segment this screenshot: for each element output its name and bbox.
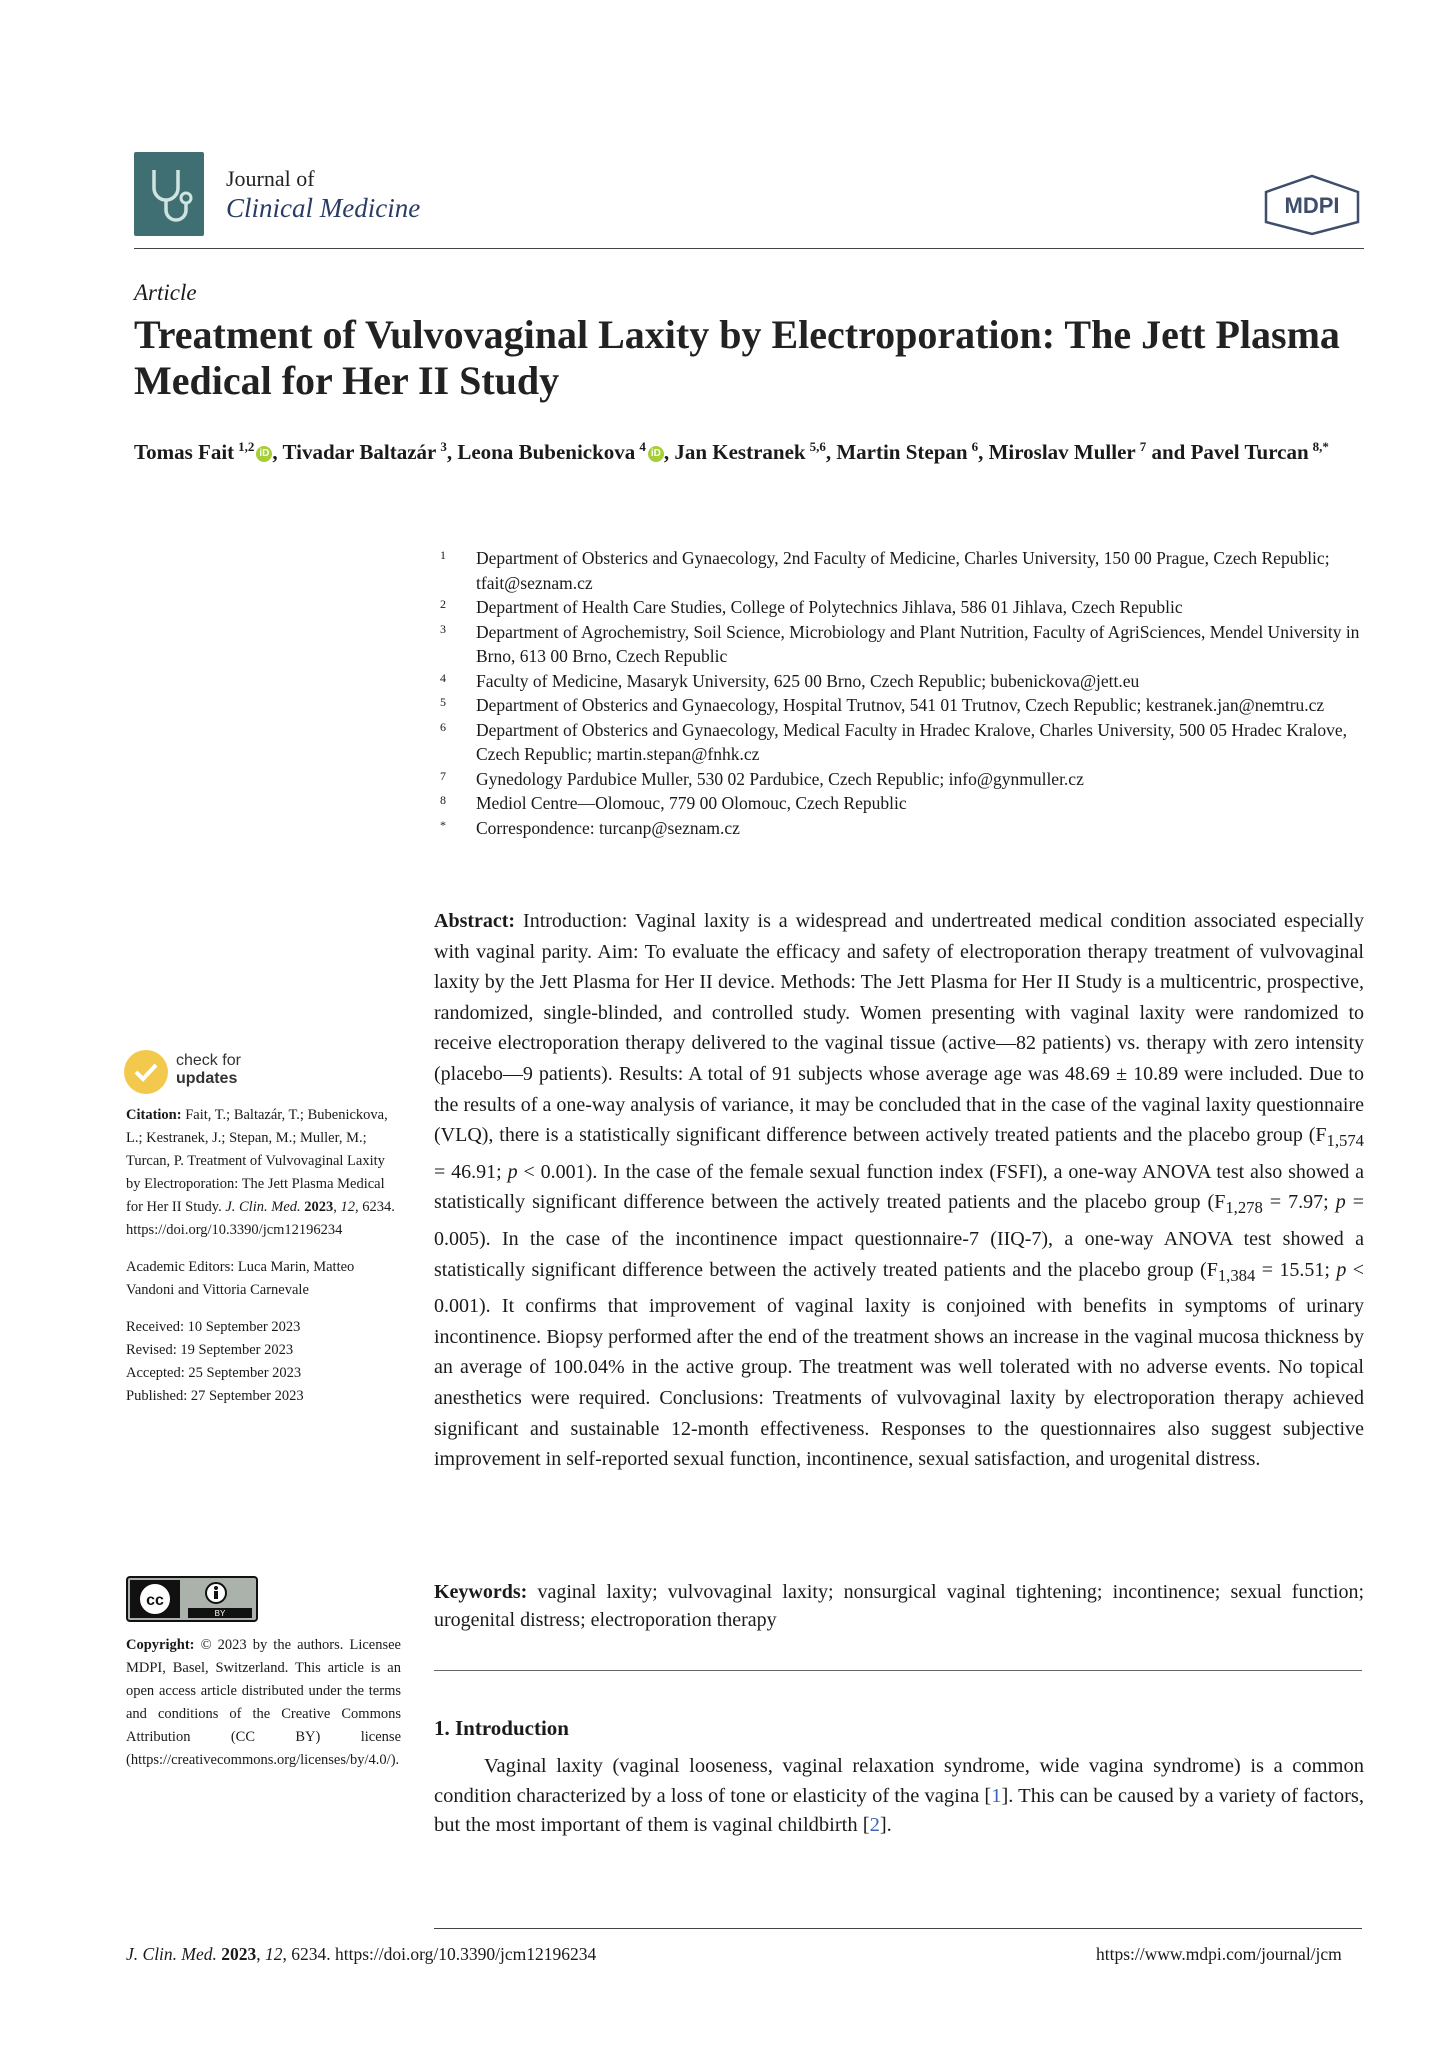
affiliation-number: * [440, 817, 446, 832]
affiliation-list [434, 546, 1364, 840]
author-affiliation-ref: 7 [1139, 439, 1147, 454]
affiliation-text: Faculty of Medicine, Masaryk University, 625 00 Brno, Czech Republic; bubenickova@jett.eu [476, 670, 1140, 691]
author-separator: and [1146, 440, 1191, 464]
journal-logo [134, 152, 204, 236]
author-name: Miroslav Muller [988, 440, 1136, 464]
cc-label: BY [214, 1609, 226, 1618]
author-name: Pavel Turcan [1190, 440, 1309, 464]
author-affiliation-ref: 3 [440, 439, 447, 454]
sidebar [126, 1104, 401, 1422]
affiliation-item [434, 620, 1364, 669]
affiliation-text: Department of Obsterics and Gynaecology, Hospital Trutnov, 541 01 Trutnov, Czech Republic; kestranek.jan@nemtru.cz [476, 695, 1325, 715]
received-date: Received: 10 September 2023 [126, 1319, 301, 1335]
author-name: Tivadar Baltazár [282, 440, 437, 464]
affiliation-number: 7 [440, 768, 446, 783]
intro-text-b: ]. This can be caused by a variety of factors, but the most important of them is vaginal childbirth [ [434, 1784, 1364, 1836]
citation: Citation: Fait, T.; Baltazár, T.; Bubenickova, L.; Kestranek, J.; Stepan, M.; Muller, M.; Turcan, P. Treatment of Vulvovaginal Laxity by Electroporation: The Jett Plasma Medical for Her II Study. J. Clin. Med. 2023, 12, 6234. https://doi.org/10.3390/jcm12196234 [126, 1107, 395, 1238]
svg-text:cc: cc [146, 1592, 164, 1609]
affiliation-number: 5 [440, 695, 446, 709]
abstract-label: Abstract: [434, 910, 516, 932]
citation-text: Fait, T.; Baltazár, T.; Bubenickova, L.; Kestranek, J.; Stepan, M.; Muller, M.; Turcan, P. Treatment of Vulvovaginal Laxity by Electroporation: The Jett Plasma Medical for Her II Study. [126, 1107, 388, 1215]
affiliation-number: 6 [440, 719, 446, 734]
journal-name-line1: Journal of [226, 166, 315, 191]
abstract-text: Introduction: Vaginal laxity is a widespread and undertreated medical condition associated especially with vaginal parity. Aim: To evaluate the efficacy and safety of electroporation therapy treatment of vulvovaginal laxity by the Jett Plasma for Her II device. Methods: The Jett Plasma for Her II Study is a multicentric, prospective, randomized, single-blinded, and controlled study. Women presenting with vaginal laxity were randomized to receive electroporation therapy delivered to the vaginal tissue (active—82 patients) vs. therapy with zero intensity (placebo—9 patients). Results: A total of 91 subjects whose average age was 48.69 ± 10.89 were included. Due to the results of a one-way analysis of variance, it may be concluded that in the case of the vaginal laxity questionnaire (VLQ), there is a statistically significant difference between actively treated patients and the placebo group ($F_{1,574} = 46.91$; p < 0.001). In the case of the female sexual function index (FSFI), a one-way ANOVA test also showed a statistically significant difference between the actively treated patients and the placebo group ($F_{1,278} = 7.97$; p = 0.005). In the case of the incontinence impact questionnaire-7 (IIQ-7), a one-way ANOVA test showed a statistically significant difference between the actively treated patients and the placebo group ($F_{1,384} = 15.51$; p < 0.001). It confirms that improvement of vaginal laxity is conjoined with benefits in symptoms of urinary incontinence. Biopsy performed after the end of the treatment shows an increase in the vaginal mucosa thickness by an average of 100.04% in the active group. The treatment was well tolerated with no adverse events. No topical anesthetics were required. Conclusions: Treatments of vulvovaginal laxity by electroporation therapy achieved significant and sustainable 12-month effectiveness. Responses to the questionnaires also suggest subjective improvement in self-reported sexual function, incontinence, sexual satisfaction, and urogenital distress. [434, 910, 1365, 1471]
footer-journal: J. Clin. Med. [126, 1944, 217, 1964]
affiliation-text: Department of Health Care Studies, College of Polytechnics Jihlava, 586 01 Jihlava, Czech Republic [476, 597, 1183, 617]
section-heading: 1. Introduction [434, 1716, 569, 1740]
affiliation-number: 8 [440, 793, 446, 807]
author-name: Martin Stepan [836, 440, 968, 464]
author-name: Tomas Fait [134, 440, 235, 464]
affiliation-number: 3 [440, 621, 446, 636]
author-separator: , [663, 440, 675, 464]
revised-date: Revised: 19 September 2023 [126, 1342, 294, 1358]
orcid-icon[interactable]: iD [256, 446, 272, 462]
footer-doi[interactable]: , 6234. https://doi.org/10.3390/jcm12196234 [282, 1944, 597, 1964]
footer-citation: J. Clin. Med. 2023, 12, 6234. https://doi.org/10.3390/jcm12196234 [126, 1944, 597, 1964]
author-name: Leona Bubenickova [457, 440, 636, 464]
academic-editors: Academic Editors: Luca Marin, Matteo Vandoni and Vittoria Carnevale [126, 1259, 355, 1298]
affiliation-item [434, 595, 1364, 620]
reference-link[interactable]: 2 [869, 1814, 880, 1836]
citation-label: Citation: [126, 1107, 182, 1123]
keywords [434, 1578, 1364, 1634]
intro-text-c: ]. [879, 1814, 892, 1836]
copyright [126, 1634, 401, 1772]
affiliation-item [434, 693, 1364, 718]
mdpi-logo [1260, 172, 1364, 236]
keywords-text: vaginal laxity; vulvovaginal laxity; nonsurgical vaginal tightening; incontinence; sexual function; urogenital distress; electroporation therapy [434, 1581, 1365, 1631]
abstract [434, 906, 1364, 1475]
footer-divider [434, 1928, 1362, 1929]
check-for-updates-icon[interactable] [124, 1050, 168, 1094]
citation-doi[interactable]: , 6234. https://doi.org/10.3390/jcm12196234 [126, 1199, 395, 1238]
copyright-text: © 2023 by the authors. Licensee MDPI, Basel, Switzerland. This article is an open access article distributed under the terms and conditions of the Creative Commons Attribution (CC BY) license (https://creativecommons.org/licenses/by/4.0/). [126, 1637, 401, 1768]
affiliation-number: 4 [440, 670, 446, 685]
check-line1: check for [176, 1052, 241, 1069]
author-affiliation-ref: 8,* [1312, 439, 1329, 454]
affiliation-number: 2 [440, 597, 446, 611]
header-divider [134, 248, 1364, 249]
footer-volume: 12 [265, 1944, 283, 1964]
citation-year: 2023 [304, 1199, 334, 1215]
affiliation-item [434, 669, 1364, 694]
keywords-divider [434, 1670, 1362, 1671]
copyright-label: Copyright: [126, 1637, 195, 1653]
affiliation-item [434, 546, 1364, 595]
affiliation-item [434, 718, 1364, 767]
paper-title: Treatment of Vulvovaginal Laxity by Electroporation: The Jett Plasma Medical for Her II Study [134, 312, 1340, 403]
affiliation-text: Department of Obsterics and Gynaecology, 2nd Faculty of Medicine, Charles University, 150 00 Prague, Czech Republic; tfait@seznam.cz [476, 548, 1330, 593]
accepted-date: Accepted: 25 September 2023 [126, 1365, 302, 1381]
author-affiliation-ref: 6 [971, 439, 979, 454]
affiliation-text: Department of Obsterics and Gynaecology, Medical Faculty in Hradec Kralove, Charles University, 500 05 Hradec Kralove, Czech Republic; martin.stepan@fnhk.cz [476, 719, 1347, 764]
author-separator: , [978, 440, 989, 464]
check-for-updates-button[interactable] [176, 1052, 241, 1088]
author-separator: , [825, 440, 837, 464]
reference-link[interactable]: 1 [991, 1784, 1002, 1807]
author-name: Jan Kestranek [674, 440, 806, 464]
footer-url[interactable]: https://www.mdpi.com/journal/jcm [1096, 1944, 1342, 1964]
intro-text-a: Vaginal laxity (vaginal looseness, vaginal relaxation syndrome, wide vagina syndrome) is a common condition characterized by a loss of tone or elasticity of the vagina [ [434, 1755, 1364, 1807]
orcid-icon[interactable]: iD [648, 446, 664, 462]
affiliation-text: Correspondence: turcanp@seznam.cz [476, 817, 740, 838]
author-affiliation-ref: 4 [639, 439, 646, 454]
publisher-name: MDPI [1284, 193, 1340, 218]
stethoscope-icon [134, 152, 204, 236]
affiliation-text: Mediol Centre—Olomouc, 779 00 Olomouc, Czech Republic [476, 793, 907, 813]
journal-name [226, 166, 420, 224]
citation-volume: 12 [340, 1199, 356, 1215]
dates [126, 1316, 401, 1408]
cc-by-license-icon[interactable] [126, 1576, 258, 1622]
citation-journal: J. Clin. Med. [225, 1199, 301, 1215]
footer-year: 2023 [221, 1944, 257, 1964]
affiliation-item [434, 767, 1364, 792]
affiliation-number: 1 [440, 548, 446, 562]
author-separator: , [272, 440, 283, 464]
affiliation-text: Department of Agrochemistry, Soil Science, Microbiology and Plant Nutrition, Faculty of AgriSciences, Mendel University in Brno, 613 00 Brno, Czech Republic [476, 621, 1360, 666]
author-affiliation-ref: 5,6 [809, 439, 826, 454]
affiliation-text: Gynedology Pardubice Muller, 530 02 Pardubice, Czech Republic; info@gynmuller.cz [476, 768, 1084, 789]
author-affiliation-ref: 1,2 [238, 439, 255, 454]
check-line2: updates [176, 1070, 238, 1087]
article-type: Article [134, 280, 197, 305]
journal-name-line2: Clinical Medicine [226, 193, 421, 223]
affiliation-item [434, 816, 1364, 841]
introduction-paragraph [434, 1752, 1364, 1841]
affiliation-item [434, 791, 1364, 816]
author-separator: , [446, 440, 458, 464]
keywords-label: Keywords: [434, 1581, 528, 1603]
published-date: Published: 27 September 2023 [126, 1388, 304, 1404]
author-list [134, 432, 1364, 467]
